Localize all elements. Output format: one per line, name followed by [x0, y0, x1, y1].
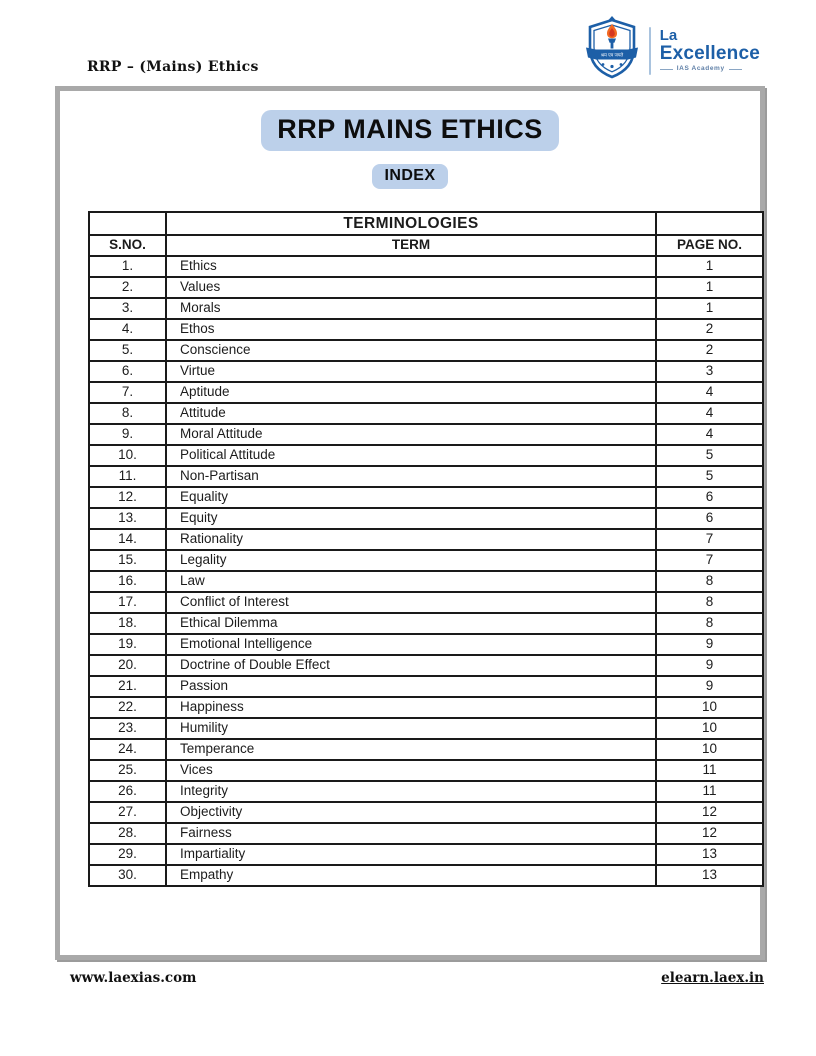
cell-sno: 16.: [89, 571, 166, 592]
logo-divider: [649, 27, 651, 75]
table-group-header-row: [89, 212, 763, 235]
cell-term: Aptitude: [166, 382, 656, 403]
cell-term: Objectivity: [166, 802, 656, 823]
logo-dash-left: [660, 69, 673, 70]
table-row: [89, 382, 763, 403]
cell-term: Happiness: [166, 697, 656, 718]
cell-page: 10: [656, 697, 763, 718]
column-header-sno: S.NO.: [89, 235, 166, 256]
table-row: [89, 592, 763, 613]
table-row: [89, 655, 763, 676]
table-row: [89, 676, 763, 697]
cell-term: Virtue: [166, 361, 656, 382]
column-header-page: PAGE NO.: [656, 235, 763, 256]
cell-term: Integrity: [166, 781, 656, 802]
content-frame: [55, 86, 765, 960]
cell-term: Ethics: [166, 256, 656, 277]
cell-sno: 19.: [89, 634, 166, 655]
cell-sno: 4.: [89, 319, 166, 340]
table-row: [89, 340, 763, 361]
group-header-empty-left: [89, 212, 166, 235]
cell-sno: 22.: [89, 697, 166, 718]
cell-page: 4: [656, 382, 763, 403]
table-row: [89, 487, 763, 508]
cell-page: 11: [656, 781, 763, 802]
cell-term: Fairness: [166, 823, 656, 844]
table-row: [89, 802, 763, 823]
table-row: [89, 823, 763, 844]
cell-page: 2: [656, 340, 763, 361]
cell-page: 9: [656, 634, 763, 655]
table-row: [89, 613, 763, 634]
footer-website-text: www.laexias.com: [70, 970, 197, 986]
table-row: [89, 739, 763, 760]
cell-page: 9: [656, 655, 763, 676]
cell-sno: 8.: [89, 403, 166, 424]
cell-sno: 24.: [89, 739, 166, 760]
table-row: [89, 529, 763, 550]
cell-page: 1: [656, 298, 763, 319]
index-heading: INDEX: [372, 164, 449, 189]
cell-sno: 21.: [89, 676, 166, 697]
cell-term: Rationality: [166, 529, 656, 550]
footer-elearn-link[interactable]: elearn.laex.in: [661, 970, 764, 986]
table-row: [89, 781, 763, 802]
cell-sno: 14.: [89, 529, 166, 550]
cell-page: 6: [656, 487, 763, 508]
logo-line2: Excellence: [659, 42, 760, 64]
la-excellence-logo: [584, 16, 760, 85]
column-header-term: TERM: [166, 235, 656, 256]
cell-page: 6: [656, 508, 763, 529]
cell-sno: 26.: [89, 781, 166, 802]
cell-page: 1: [656, 256, 763, 277]
table-row: [89, 319, 763, 340]
cell-term: Conscience: [166, 340, 656, 361]
cell-term: Passion: [166, 676, 656, 697]
logo-subtitle: [660, 66, 760, 73]
cell-sno: 1.: [89, 256, 166, 277]
table-row: [89, 277, 763, 298]
table-row: [89, 424, 763, 445]
cell-term: Temperance: [166, 739, 656, 760]
table-row: [89, 760, 763, 781]
logo-dash-right: [729, 69, 742, 70]
doc-header-title: RRP – (Mains) Ethics: [87, 59, 259, 75]
cell-term: Doctrine of Double Effect: [166, 655, 656, 676]
cell-term: Humility: [166, 718, 656, 739]
table-row: [89, 550, 763, 571]
logo-subtitle-label: IAS Academy: [676, 65, 725, 73]
cell-term: Emotional Intelligence: [166, 634, 656, 655]
cell-term: Political Attitude: [166, 445, 656, 466]
cell-term: Equity: [166, 508, 656, 529]
table-row: [89, 718, 763, 739]
table-row: [89, 634, 763, 655]
cell-page: 13: [656, 865, 763, 886]
cell-sno: 11.: [89, 466, 166, 487]
cell-page: 5: [656, 466, 763, 487]
cell-sno: 25.: [89, 760, 166, 781]
cell-term: Empathy: [166, 865, 656, 886]
cell-sno: 2.: [89, 277, 166, 298]
cell-page: 1: [656, 277, 763, 298]
cell-sno: 20.: [89, 655, 166, 676]
cell-sno: 12.: [89, 487, 166, 508]
cell-page: 4: [656, 403, 763, 424]
logo-wordmark: [660, 28, 760, 74]
cell-page: 8: [656, 613, 763, 634]
cell-sno: 23.: [89, 718, 166, 739]
cell-term: Ethical Dilemma: [166, 613, 656, 634]
cell-page: 4: [656, 424, 763, 445]
page-title: RRP MAINS ETHICS: [261, 110, 559, 151]
cell-sno: 10.: [89, 445, 166, 466]
index-table: [88, 211, 764, 887]
cell-term: Moral Attitude: [166, 424, 656, 445]
cell-page: 7: [656, 529, 763, 550]
table-row: [89, 865, 763, 886]
cell-page: 13: [656, 844, 763, 865]
cell-term: Attitude: [166, 403, 656, 424]
cell-page: 5: [656, 445, 763, 466]
table-row: [89, 697, 763, 718]
cell-term: Morals: [166, 298, 656, 319]
cell-sno: 30.: [89, 865, 166, 886]
cell-sno: 29.: [89, 844, 166, 865]
cell-sno: 18.: [89, 613, 166, 634]
cell-sno: 17.: [89, 592, 166, 613]
cell-page: 8: [656, 592, 763, 613]
table-row: [89, 508, 763, 529]
cell-term: Law: [166, 571, 656, 592]
table-row: [89, 466, 763, 487]
cell-term: Equality: [166, 487, 656, 508]
cell-page: 12: [656, 823, 763, 844]
cell-sno: 6.: [89, 361, 166, 382]
group-header-terminologies: TERMINOLOGIES: [166, 212, 656, 235]
logo-line1: La: [659, 26, 678, 44]
table-row: [89, 403, 763, 424]
cell-page: 8: [656, 571, 763, 592]
cell-term: Legality: [166, 550, 656, 571]
cell-page: 10: [656, 739, 763, 760]
table-row: [89, 445, 763, 466]
cell-sno: 9.: [89, 424, 166, 445]
cell-sno: 15.: [89, 550, 166, 571]
group-header-empty-right: [656, 212, 763, 235]
cell-sno: 7.: [89, 382, 166, 403]
cell-page: 11: [656, 760, 763, 781]
cell-page: 3: [656, 361, 763, 382]
cell-page: 2: [656, 319, 763, 340]
shield-flame-icon: [584, 16, 640, 85]
cell-page: 12: [656, 802, 763, 823]
cell-sno: 5.: [89, 340, 166, 361]
cell-sno: 13.: [89, 508, 166, 529]
table-row: [89, 844, 763, 865]
banner-text: श्रम एव जयते: [600, 52, 623, 58]
table-row: [89, 361, 763, 382]
cell-term: Ethos: [166, 319, 656, 340]
cell-sno: 27.: [89, 802, 166, 823]
cell-sno: 3.: [89, 298, 166, 319]
table-row: [89, 256, 763, 277]
cell-term: Non-Partisan: [166, 466, 656, 487]
cell-page: 10: [656, 718, 763, 739]
cell-term: Vices: [166, 760, 656, 781]
table-row: [89, 571, 763, 592]
cell-term: Impartiality: [166, 844, 656, 865]
table-column-header-row: [89, 235, 763, 256]
cell-page: 9: [656, 676, 763, 697]
table-row: [89, 298, 763, 319]
cell-term: Values: [166, 277, 656, 298]
cell-sno: 28.: [89, 823, 166, 844]
index-table-body: [89, 256, 763, 886]
cell-page: 7: [656, 550, 763, 571]
cell-term: Conflict of Interest: [166, 592, 656, 613]
